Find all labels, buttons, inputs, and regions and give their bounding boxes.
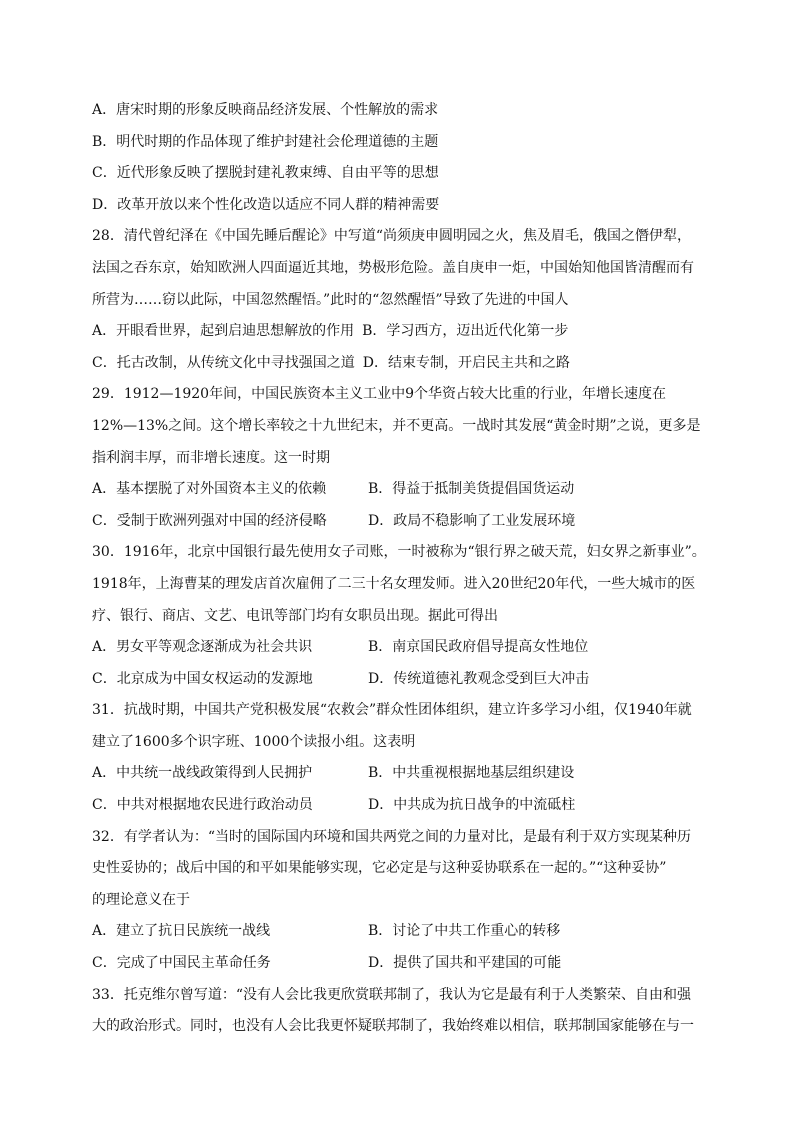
q29-option-a: A．基本摆脱了对外国资本主义的依赖	[92, 481, 327, 498]
exam-page	[92, 99, 716, 1047]
q30-stem-line: 1918年，上海曹某的理发店首次雇佣了二三十名女理发师。进入20世纪20年代，一些大城市的医	[92, 575, 696, 592]
q30-option-a: A．男女平等观念逐渐成为社会共识	[92, 639, 313, 656]
q30-options-row-2	[92, 668, 716, 700]
q32-option-b: B．讨论了中共工作重心的转移	[368, 923, 561, 940]
q30-option-d: D．传统道德礼教观念受到巨大冲击	[368, 670, 590, 687]
q29-option-d: D．政局不稳影响了工业发展环境	[368, 512, 576, 529]
q31-option-b: B．中共重视根据地基层组织建设	[368, 765, 575, 782]
q28-option-d: D．结束专制，开启民主共和之路	[362, 354, 570, 371]
q29-options-row-2	[92, 510, 716, 542]
q31-stem-line: 建立了1600多个识字班、1000个读报小组。这表明	[92, 733, 416, 750]
q32-options-row-2	[92, 952, 716, 984]
q28-option-c: C．托古改制，从传统文化中寻找强国之道	[92, 354, 355, 371]
q28-stem-line: 法国之吞东京，始知欧洲人四面逼近其地，势极形危险。盖自庚申一炬，中国始知他国皆清醒而有	[92, 259, 694, 276]
q30-stem-line: 疗、银行、商店、文艺、电讯等部门均有女职员出现。据此可得出	[92, 607, 498, 624]
q27-option-c: C．近代形象反映了摆脱封建礼教束缚、自由平等的思想	[92, 165, 439, 182]
q28-options-row-2	[92, 352, 716, 384]
q31-options-row-2	[92, 794, 716, 826]
q27-option-a: A．唐宋时期的形象反映商品经济发展、个性解放的需求	[92, 102, 439, 118]
q32-stem-line: 的理论意义在于	[92, 891, 190, 908]
q28-stem-line: 所营为……窃以此际，中国忽然醒悟。”此时的“忽然醒悟”导致了先进的中国人	[92, 291, 569, 308]
q31-stem-line: 31．抗战时期，中国共产党积极发展“农救会”群众性团体组织，建立许多学习小组，仅1940年就	[92, 702, 692, 719]
q29-stem-line: 29．1912—1920年间，中国民族资本主义工业中9个华资占较大比重的行业，年增长速度在	[92, 386, 666, 403]
q29-option-b: B．得益于抵制美货提倡国货运动	[368, 481, 575, 498]
q29-option-c: C．受制于欧洲列强对中国的经济侵略	[92, 512, 327, 529]
q28-option-b: B．学习西方，迈出近代化第一步	[362, 323, 569, 340]
q31-option-a: A．中共统一战线政策得到人民拥护	[92, 765, 313, 782]
q30-stem-line: 30．1916年，北京中国银行最先使用女子司账，一时被称为“银行界之破天荒，妇女界之新事业”。	[92, 544, 706, 561]
q30-option-c: C．北京成为中国女权运动的发源地	[92, 670, 313, 687]
q29-stem-line: 12%—13%之间。这个增长率较之十九世纪末，并不更高。一战时其发展“黄金时期”之说，更多是	[92, 417, 701, 434]
q28-option-a: A．开眼看世界，起到启迪思想解放的作用	[92, 323, 355, 340]
q31-option-d: D．中共成为抗日战争的中流砥柱	[368, 797, 576, 814]
q31-options-row-1	[92, 762, 716, 794]
q32-stem-line: 史性妥协的；战后中国的和平如果能够实现，它必定是与这种妥协联系在一起的。”“这种妥协”	[92, 860, 667, 877]
q29-stem-line: 指利润丰厚，而非增长速度。这一时期	[92, 449, 330, 466]
q32-option-d: D．提供了国共和平建国的可能	[368, 955, 562, 972]
q32-option-c: C．完成了中国民主革命任务	[92, 955, 271, 972]
q33-stem-line: 33．托克维尔曾写道：“没有人会比我更欣赏联邦制了，我认为它是最有利于人类繁荣、自由和强	[92, 986, 691, 1003]
q32-options-row-1	[92, 920, 716, 952]
q32-stem-line: 32．有学者认为：“当时的国际国内环境和国共两党之间的力量对比，是最有利于双方实现某种历	[92, 828, 691, 845]
q28-options-row-1	[92, 320, 716, 352]
q32-option-a: A．建立了抗日民族统一战线	[92, 923, 271, 940]
q33-stem-line: 大的政治形式。同时，也没有人会比我更怀疑联邦制了，我始终难以相信，联邦制国家能够在与一	[92, 1018, 694, 1035]
q30-options-row-1	[92, 636, 716, 668]
q28-stem-line: 28．清代曾纪泽在《中国先睡后醒论》中写道“尚须庚申圆明园之火，焦及眉毛，俄国之僭伊犁，	[92, 228, 691, 245]
q30-option-b: B．南京国民政府倡导提高女性地位	[368, 639, 589, 656]
q27-option-b: B．明代时期的作品体现了维护封建社会伦理道德的主题	[92, 133, 439, 150]
q29-options-row-1	[92, 478, 716, 510]
q27-option-d: D．改革开放以来个性化改造以适应不同人群的精神需要	[92, 196, 440, 213]
q31-option-c: C．中共对根据地农民进行政治动员	[92, 797, 313, 814]
